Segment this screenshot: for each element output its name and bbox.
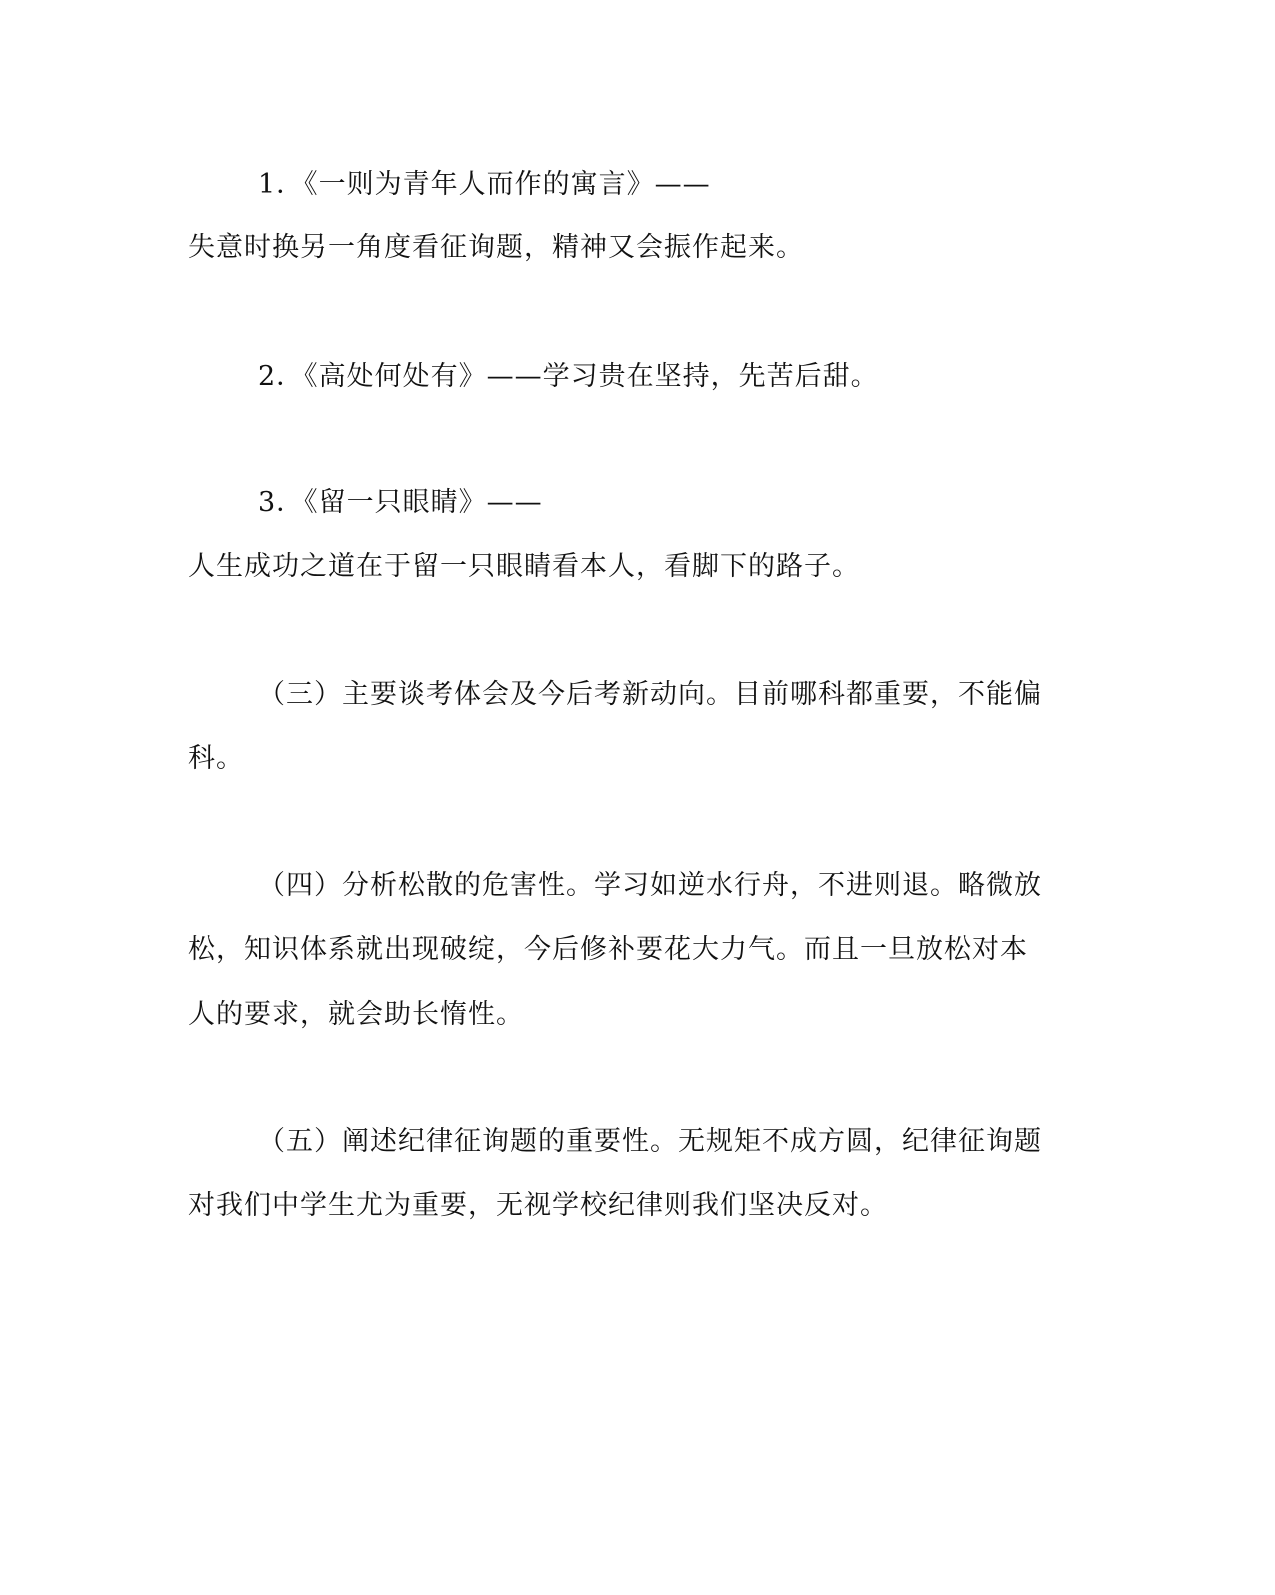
section-4-line-3: 人的要求，就会助长惰性。 (188, 999, 524, 1030)
item-3-text: 人生成功之道在于留一只眼睛看本人，看脚下的路子。 (188, 551, 860, 582)
section-3-line-2: 科。 (188, 743, 244, 774)
section-4-line-2: 松，知识体系就出现破绽，今后修补要花大力气。而且一旦放松对本 (188, 934, 1028, 965)
item-1-text: 失意时换另一角度看征询题，精神又会振作起来。 (188, 232, 804, 263)
section-3-line-1: （三）主要谈考体会及今后考新动向。目前哪科都重要，不能偏 (258, 679, 1042, 710)
section-5-line-1: （五）阐述纪律征询题的重要性。无规矩不成方圆，纪律征询题 (258, 1126, 1042, 1157)
item-2-title: 2．《高处何处有》——学习贵在坚持，先苦后甜。 (258, 361, 879, 392)
section-5-line-2: 对我们中学生尤为重要，无视学校纪律则我们坚决反对。 (188, 1190, 888, 1221)
section-4-line-1: （四）分析松散的危害性。学习如逆水行舟，不进则退。略微放 (258, 870, 1042, 901)
item-1-title: 1．《一则为青年人而作的寓言》—— (258, 169, 711, 200)
item-3-title: 3．《留一只眼睛》—— (258, 487, 543, 518)
